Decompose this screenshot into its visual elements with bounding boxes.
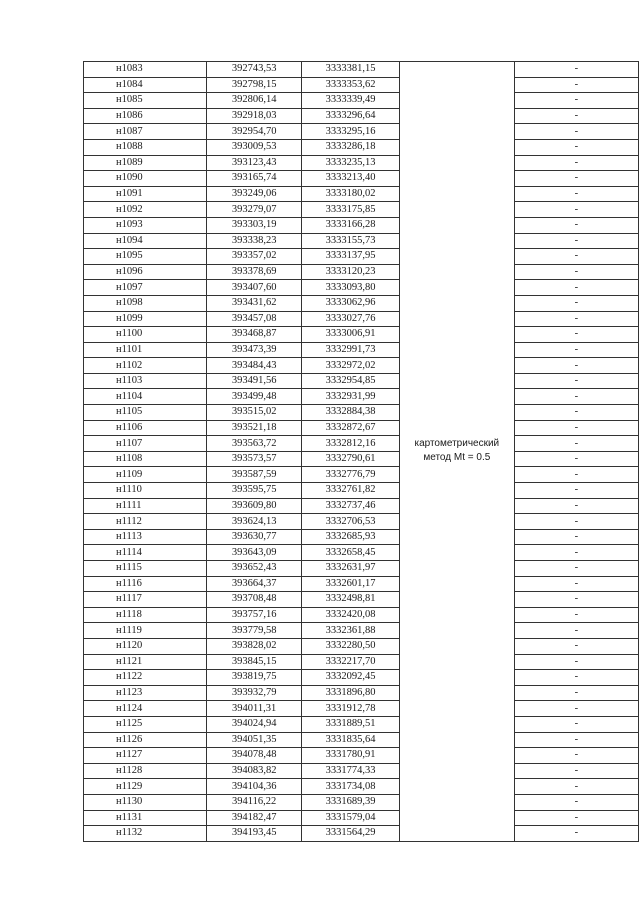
x-coordinate-cell: 394116,22 xyxy=(206,794,301,810)
table-row xyxy=(84,202,639,218)
x-coordinate-cell: 393357,02 xyxy=(206,249,301,265)
note-cell: - xyxy=(514,139,638,155)
point-name-cell: н1098 xyxy=(84,295,207,311)
point-name-cell: н1086 xyxy=(84,108,207,124)
x-coordinate-cell: 393652,43 xyxy=(206,561,301,577)
point-name-cell: н1103 xyxy=(84,373,207,389)
point-name-cell: н1116 xyxy=(84,576,207,592)
table-row xyxy=(84,561,639,577)
y-coordinate-cell: 3332658,45 xyxy=(302,545,399,561)
y-coordinate-cell: 3331912,78 xyxy=(302,701,399,717)
y-coordinate-cell: 3333062,96 xyxy=(302,295,399,311)
note-cell: - xyxy=(514,794,638,810)
x-coordinate-cell: 393009,53 xyxy=(206,139,301,155)
y-coordinate-cell: 3332498,81 xyxy=(302,592,399,608)
point-name-cell: н1114 xyxy=(84,545,207,561)
note-cell: - xyxy=(514,93,638,109)
y-coordinate-cell: 3332776,79 xyxy=(302,467,399,483)
table-row xyxy=(84,62,639,78)
table-row xyxy=(84,763,639,779)
note-cell: - xyxy=(514,233,638,249)
point-name-cell: н1094 xyxy=(84,233,207,249)
y-coordinate-cell: 3333027,76 xyxy=(302,311,399,327)
table-row xyxy=(84,233,639,249)
x-coordinate-cell: 394051,35 xyxy=(206,732,301,748)
note-cell: - xyxy=(514,436,638,452)
x-coordinate-cell: 392806,14 xyxy=(206,93,301,109)
y-coordinate-cell: 3333137,95 xyxy=(302,249,399,265)
y-coordinate-cell: 3331889,51 xyxy=(302,716,399,732)
y-coordinate-cell: 3332361,88 xyxy=(302,623,399,639)
point-name-cell: н1101 xyxy=(84,342,207,358)
point-name-cell: н1110 xyxy=(84,483,207,499)
x-coordinate-cell: 392918,03 xyxy=(206,108,301,124)
x-coordinate-cell: 393338,23 xyxy=(206,233,301,249)
y-coordinate-cell: 3331564,29 xyxy=(302,826,399,842)
table-row xyxy=(84,139,639,155)
y-coordinate-cell: 3332092,45 xyxy=(302,670,399,686)
x-coordinate-cell: 394083,82 xyxy=(206,763,301,779)
x-coordinate-cell: 394078,48 xyxy=(206,748,301,764)
table-row xyxy=(84,576,639,592)
table-row xyxy=(84,342,639,358)
y-coordinate-cell: 3332280,50 xyxy=(302,638,399,654)
y-coordinate-cell: 3331835,64 xyxy=(302,732,399,748)
note-cell: - xyxy=(514,592,638,608)
y-coordinate-cell: 3331689,39 xyxy=(302,794,399,810)
table-row xyxy=(84,529,639,545)
note-cell: - xyxy=(514,358,638,374)
table-row xyxy=(84,217,639,233)
table-row xyxy=(84,155,639,171)
x-coordinate-cell: 392798,15 xyxy=(206,77,301,93)
point-name-cell: н1099 xyxy=(84,311,207,327)
x-coordinate-cell: 394182,47 xyxy=(206,810,301,826)
method-cell xyxy=(399,62,514,842)
y-coordinate-cell: 3332884,38 xyxy=(302,405,399,421)
y-coordinate-cell: 3333213,40 xyxy=(302,171,399,187)
x-coordinate-cell: 393123,43 xyxy=(206,155,301,171)
x-coordinate-cell: 393563,72 xyxy=(206,436,301,452)
table-row xyxy=(84,810,639,826)
point-name-cell: н1119 xyxy=(84,623,207,639)
note-cell: - xyxy=(514,451,638,467)
table-row xyxy=(84,654,639,670)
point-name-cell: н1095 xyxy=(84,249,207,265)
x-coordinate-cell: 392743,53 xyxy=(206,62,301,78)
note-cell: - xyxy=(514,763,638,779)
note-cell: - xyxy=(514,77,638,93)
y-coordinate-cell: 3333175,85 xyxy=(302,202,399,218)
point-name-cell: н1087 xyxy=(84,124,207,140)
point-name-cell: н1132 xyxy=(84,826,207,842)
table-row xyxy=(84,249,639,265)
table-row xyxy=(84,405,639,421)
x-coordinate-cell: 393595,75 xyxy=(206,483,301,499)
note-cell: - xyxy=(514,420,638,436)
y-coordinate-cell: 3331780,91 xyxy=(302,748,399,764)
y-coordinate-cell: 3332631,97 xyxy=(302,561,399,577)
table-row xyxy=(84,794,639,810)
point-name-cell: н1102 xyxy=(84,358,207,374)
point-name-cell: н1125 xyxy=(84,716,207,732)
method-text-line-1: картометрический xyxy=(414,438,500,450)
y-coordinate-cell: 3333180,02 xyxy=(302,186,399,202)
y-coordinate-cell: 3333093,80 xyxy=(302,280,399,296)
point-name-cell: н1113 xyxy=(84,529,207,545)
x-coordinate-cell: 393431,62 xyxy=(206,295,301,311)
x-coordinate-cell: 394193,45 xyxy=(206,826,301,842)
x-coordinate-cell: 393279,07 xyxy=(206,202,301,218)
point-name-cell: н1092 xyxy=(84,202,207,218)
note-cell: - xyxy=(514,280,638,296)
note-cell: - xyxy=(514,217,638,233)
method-text-line-2: метод Mt = 0.5 xyxy=(423,452,491,464)
y-coordinate-cell: 3332217,70 xyxy=(302,654,399,670)
note-cell: - xyxy=(514,155,638,171)
y-coordinate-cell: 3333286,18 xyxy=(302,139,399,155)
x-coordinate-cell: 393473,39 xyxy=(206,342,301,358)
point-name-cell: н1131 xyxy=(84,810,207,826)
x-coordinate-cell: 393819,75 xyxy=(206,670,301,686)
point-name-cell: н1084 xyxy=(84,77,207,93)
table-row xyxy=(84,389,639,405)
point-name-cell: н1111 xyxy=(84,498,207,514)
y-coordinate-cell: 3332685,93 xyxy=(302,529,399,545)
x-coordinate-cell: 392954,70 xyxy=(206,124,301,140)
point-name-cell: н1112 xyxy=(84,514,207,530)
x-coordinate-cell: 393165,74 xyxy=(206,171,301,187)
x-coordinate-cell: 394011,31 xyxy=(206,701,301,717)
note-cell: - xyxy=(514,514,638,530)
point-name-cell: н1123 xyxy=(84,685,207,701)
x-coordinate-cell: 393708,48 xyxy=(206,592,301,608)
point-name-cell: н1108 xyxy=(84,451,207,467)
y-coordinate-cell: 3332954,85 xyxy=(302,373,399,389)
x-coordinate-cell: 393303,19 xyxy=(206,217,301,233)
table-row xyxy=(84,670,639,686)
point-name-cell: н1121 xyxy=(84,654,207,670)
coordinates-table xyxy=(83,61,639,842)
point-name-cell: н1115 xyxy=(84,561,207,577)
x-coordinate-cell: 393484,43 xyxy=(206,358,301,374)
point-name-cell: н1127 xyxy=(84,748,207,764)
x-coordinate-cell: 394104,36 xyxy=(206,779,301,795)
point-name-cell: н1118 xyxy=(84,607,207,623)
y-coordinate-cell: 3333006,91 xyxy=(302,327,399,343)
table-row xyxy=(84,592,639,608)
point-name-cell: н1109 xyxy=(84,467,207,483)
table-row xyxy=(84,420,639,436)
table-row xyxy=(84,358,639,374)
table-row xyxy=(84,498,639,514)
point-name-cell: н1126 xyxy=(84,732,207,748)
x-coordinate-cell: 393630,77 xyxy=(206,529,301,545)
table-row xyxy=(84,77,639,93)
x-coordinate-cell: 393468,87 xyxy=(206,327,301,343)
point-name-cell: н1117 xyxy=(84,592,207,608)
point-name-cell: н1083 xyxy=(84,62,207,78)
table-row xyxy=(84,483,639,499)
table-row xyxy=(84,93,639,109)
y-coordinate-cell: 3332972,02 xyxy=(302,358,399,374)
point-name-cell: н1089 xyxy=(84,155,207,171)
note-cell: - xyxy=(514,327,638,343)
point-name-cell: н1091 xyxy=(84,186,207,202)
note-cell: - xyxy=(514,576,638,592)
y-coordinate-cell: 3333166,28 xyxy=(302,217,399,233)
y-coordinate-cell: 3332790,61 xyxy=(302,451,399,467)
note-cell: - xyxy=(514,545,638,561)
table-row xyxy=(84,436,639,452)
note-cell: - xyxy=(514,62,638,78)
point-name-cell: н1093 xyxy=(84,217,207,233)
table-row xyxy=(84,779,639,795)
point-name-cell: н1104 xyxy=(84,389,207,405)
y-coordinate-cell: 3333353,62 xyxy=(302,77,399,93)
y-coordinate-cell: 3332706,53 xyxy=(302,514,399,530)
note-cell: - xyxy=(514,249,638,265)
note-cell: - xyxy=(514,716,638,732)
x-coordinate-cell: 393643,09 xyxy=(206,545,301,561)
table-row xyxy=(84,732,639,748)
note-cell: - xyxy=(514,623,638,639)
table-row xyxy=(84,638,639,654)
note-cell: - xyxy=(514,467,638,483)
y-coordinate-cell: 3333295,16 xyxy=(302,124,399,140)
note-cell: - xyxy=(514,124,638,140)
table-row xyxy=(84,623,639,639)
y-coordinate-cell: 3332420,08 xyxy=(302,607,399,623)
note-cell: - xyxy=(514,732,638,748)
note-cell: - xyxy=(514,171,638,187)
point-name-cell: н1096 xyxy=(84,264,207,280)
table-row xyxy=(84,451,639,467)
x-coordinate-cell: 393624,13 xyxy=(206,514,301,530)
note-cell: - xyxy=(514,405,638,421)
table-row xyxy=(84,280,639,296)
point-name-cell: н1106 xyxy=(84,420,207,436)
y-coordinate-cell: 3332601,17 xyxy=(302,576,399,592)
table-row xyxy=(84,186,639,202)
table-row xyxy=(84,826,639,842)
x-coordinate-cell: 393779,58 xyxy=(206,623,301,639)
x-coordinate-cell: 393521,18 xyxy=(206,420,301,436)
note-cell: - xyxy=(514,311,638,327)
note-cell: - xyxy=(514,498,638,514)
y-coordinate-cell: 3333235,13 xyxy=(302,155,399,171)
table-row xyxy=(84,716,639,732)
x-coordinate-cell: 393573,57 xyxy=(206,451,301,467)
x-coordinate-cell: 394024,94 xyxy=(206,716,301,732)
point-name-cell: н1105 xyxy=(84,405,207,421)
note-cell: - xyxy=(514,295,638,311)
x-coordinate-cell: 393515,02 xyxy=(206,405,301,421)
point-name-cell: н1085 xyxy=(84,93,207,109)
table-row xyxy=(84,327,639,343)
note-cell: - xyxy=(514,342,638,358)
point-name-cell: н1090 xyxy=(84,171,207,187)
point-name-cell: н1100 xyxy=(84,327,207,343)
point-name-cell: н1124 xyxy=(84,701,207,717)
table-row xyxy=(84,295,639,311)
table-row xyxy=(84,467,639,483)
y-coordinate-cell: 3333381,15 xyxy=(302,62,399,78)
y-coordinate-cell: 3332872,67 xyxy=(302,420,399,436)
x-coordinate-cell: 393249,06 xyxy=(206,186,301,202)
note-cell: - xyxy=(514,373,638,389)
note-cell: - xyxy=(514,654,638,670)
note-cell: - xyxy=(514,529,638,545)
x-coordinate-cell: 393407,60 xyxy=(206,280,301,296)
x-coordinate-cell: 393828,02 xyxy=(206,638,301,654)
note-cell: - xyxy=(514,748,638,764)
note-cell: - xyxy=(514,810,638,826)
x-coordinate-cell: 393587,59 xyxy=(206,467,301,483)
x-coordinate-cell: 393457,08 xyxy=(206,311,301,327)
x-coordinate-cell: 393609,80 xyxy=(206,498,301,514)
point-name-cell: н1128 xyxy=(84,763,207,779)
note-cell: - xyxy=(514,483,638,499)
note-cell: - xyxy=(514,108,638,124)
y-coordinate-cell: 3333155,73 xyxy=(302,233,399,249)
y-coordinate-cell: 3332812,16 xyxy=(302,436,399,452)
y-coordinate-cell: 3333120,23 xyxy=(302,264,399,280)
point-name-cell: н1107 xyxy=(84,436,207,452)
y-coordinate-cell: 3333339,49 xyxy=(302,93,399,109)
coordinates-table-body xyxy=(84,62,639,842)
table-row xyxy=(84,124,639,140)
point-name-cell: н1122 xyxy=(84,670,207,686)
table-row xyxy=(84,373,639,389)
table-row xyxy=(84,108,639,124)
y-coordinate-cell: 3331579,04 xyxy=(302,810,399,826)
point-name-cell: н1130 xyxy=(84,794,207,810)
y-coordinate-cell: 3332737,46 xyxy=(302,498,399,514)
note-cell: - xyxy=(514,186,638,202)
y-coordinate-cell: 3332931,99 xyxy=(302,389,399,405)
table-row xyxy=(84,171,639,187)
note-cell: - xyxy=(514,561,638,577)
note-cell: - xyxy=(514,779,638,795)
table-row xyxy=(84,607,639,623)
y-coordinate-cell: 3333296,64 xyxy=(302,108,399,124)
point-name-cell: н1088 xyxy=(84,139,207,155)
note-cell: - xyxy=(514,701,638,717)
x-coordinate-cell: 393378,69 xyxy=(206,264,301,280)
note-cell: - xyxy=(514,826,638,842)
table-row xyxy=(84,311,639,327)
x-coordinate-cell: 393664,37 xyxy=(206,576,301,592)
note-cell: - xyxy=(514,264,638,280)
y-coordinate-cell: 3331734,08 xyxy=(302,779,399,795)
point-name-cell: н1097 xyxy=(84,280,207,296)
note-cell: - xyxy=(514,389,638,405)
table-row xyxy=(84,264,639,280)
point-name-cell: н1129 xyxy=(84,779,207,795)
note-cell: - xyxy=(514,685,638,701)
table-row xyxy=(84,545,639,561)
table-row xyxy=(84,748,639,764)
table-row xyxy=(84,514,639,530)
table-row xyxy=(84,685,639,701)
x-coordinate-cell: 393932,79 xyxy=(206,685,301,701)
note-cell: - xyxy=(514,638,638,654)
point-name-cell: н1120 xyxy=(84,638,207,654)
x-coordinate-cell: 393491,56 xyxy=(206,373,301,389)
x-coordinate-cell: 393757,16 xyxy=(206,607,301,623)
y-coordinate-cell: 3332991,73 xyxy=(302,342,399,358)
table-row xyxy=(84,701,639,717)
x-coordinate-cell: 393845,15 xyxy=(206,654,301,670)
note-cell: - xyxy=(514,202,638,218)
x-coordinate-cell: 393499,48 xyxy=(206,389,301,405)
y-coordinate-cell: 3331896,80 xyxy=(302,685,399,701)
y-coordinate-cell: 3332761,82 xyxy=(302,483,399,499)
note-cell: - xyxy=(514,607,638,623)
note-cell: - xyxy=(514,670,638,686)
y-coordinate-cell: 3331774,33 xyxy=(302,763,399,779)
